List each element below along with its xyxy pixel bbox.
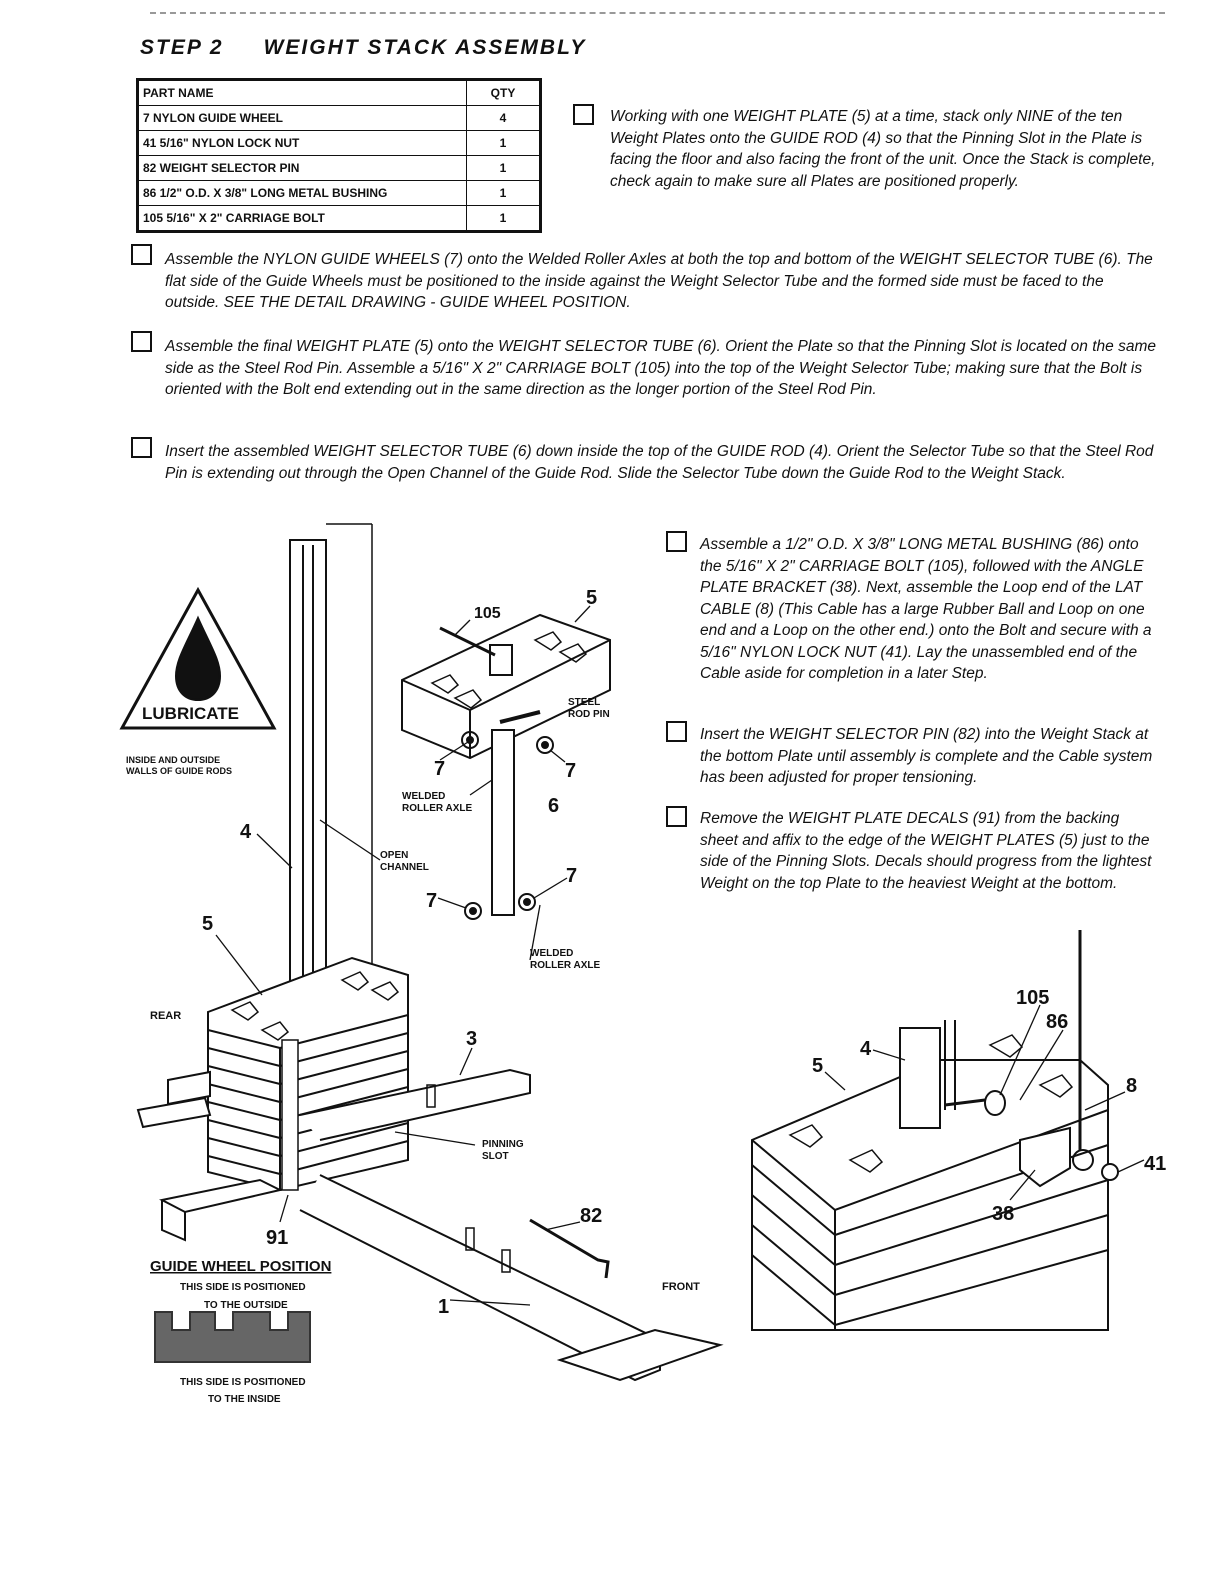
callout-7: 7 [426, 890, 438, 912]
steel-rod-pin-label-2: ROD PIN [568, 709, 610, 720]
steel-rod-pin-label-1: STEEL [568, 697, 601, 708]
callout-38: 38 [992, 1203, 1015, 1225]
callout-3: 3 [466, 1028, 478, 1050]
open-channel-label-2: CHANNEL [380, 862, 429, 873]
step6-text: Insert the WEIGHT SELECTOR PIN (82) into the Weight Stack at the bottom Plate until assembly is complete and the Cable system has been adjusted for proper tensioning. [700, 726, 1153, 786]
part-label: 82 WEIGHT SELECTOR PIN [138, 156, 467, 181]
header-qty: QTY [467, 80, 541, 106]
part-label: 41 5/16" NYLON LOCK NUT [138, 131, 467, 156]
callout-6: 6 [548, 795, 560, 817]
part-qty: 1 [467, 206, 541, 232]
part-label: 7 NYLON GUIDE WHEEL [138, 106, 467, 131]
pinning-slot-label-1: PINNING [482, 1139, 524, 1150]
callout-4: 4 [860, 1038, 872, 1060]
step-heading: WEIGHT STACK ASSEMBLY [263, 36, 587, 59]
bracket-detail-view [752, 930, 1118, 1330]
lubricate-note-line1: INSIDE AND OUTSIDE [126, 755, 221, 765]
callout-41: 41 [1144, 1153, 1167, 1175]
weight-selector-pin [530, 1220, 608, 1278]
inside-note-1: THIS SIDE IS POSITIONED [180, 1377, 306, 1388]
callout-8: 8 [1126, 1075, 1138, 1097]
rear-label: REAR [150, 1010, 182, 1022]
guide-wheel-title: GUIDE WHEEL POSITION [150, 1258, 332, 1275]
part-qty: 1 [467, 131, 541, 156]
part-label: 86 1/2" O.D. X 3/8" LONG METAL BUSHING [138, 181, 467, 206]
callout-82: 82 [580, 1205, 603, 1227]
callout-105: 105 [474, 605, 501, 622]
step1-text: Working with one WEIGHT PLATE (5) at a time, stack only NINE of the ten Weight Plates onto the GUIDE ROD (4) so that the Pinning Slot in the Plate is facing the floor and also facing the front of the unit. Once the Stack is complete, check again to make sure all Plates are positioned properly. [610, 108, 1156, 190]
front-label: FRONT [662, 1281, 700, 1293]
callout-5: 5 [202, 913, 214, 935]
part-qty: 4 [467, 106, 541, 131]
outside-note-2: TO THE OUTSIDE [204, 1300, 288, 1311]
part-qty: 1 [467, 181, 541, 206]
header-part-name: PART NAME [138, 80, 467, 106]
step4-text: Insert the assembled WEIGHT SELECTOR TUBE (6) down inside the top of the GUIDE ROD (4). Orient the Selector Tube so that the Steel Rod Pin is extending out through the Open Channel of the Guide Rod. Slide the Selector Tube down the Guide Rod to the Weight Stack. [165, 443, 1154, 482]
welded-axle-bottom-label-1: WELDED [530, 948, 574, 959]
callout-7: 7 [566, 865, 578, 887]
callout-7: 7 [565, 760, 577, 782]
welded-axle-top-label-1: WELDED [402, 791, 446, 802]
oil-drop-icon [176, 618, 220, 700]
step-number: STEP 2 [140, 36, 224, 59]
guide-wheel-profile [155, 1312, 310, 1362]
callout-1: 1 [438, 1296, 450, 1318]
lubricate-note-line2: WALLS OF GUIDE RODS [126, 766, 233, 776]
welded-axle-bottom-label-2: ROLLER AXLE [530, 960, 601, 971]
inside-note-2: TO THE INSIDE [208, 1394, 281, 1405]
callout-5: 5 [586, 587, 598, 609]
guide-rod [290, 540, 326, 1040]
lubricate-label: LUBRICATE [142, 704, 239, 723]
callout-4: 4 [240, 821, 252, 843]
weight-stack [208, 958, 408, 1190]
open-channel-label-1: OPEN [380, 850, 409, 861]
step3-text: Assemble the final WEIGHT PLATE (5) onto the WEIGHT SELECTOR TUBE (6). Orient the Plate so that the Pinning Slot is located on the same side as the Steel Rod Pin. Assemble a 5/16" X 2" CARRIAGE BOLT (105) into the top of the Weight Selector Tube; making sure that the Bolt is oriented with the Bolt end extending out in the same direction as the longer portion of the Steel Rod Pin. [165, 338, 1156, 398]
callout-86: 86 [1046, 1011, 1069, 1033]
part-label: 105 5/16" X 2" CARRIAGE BOLT [138, 206, 467, 232]
part-qty: 1 [467, 156, 541, 181]
pinning-slot-label-2: SLOT [482, 1151, 509, 1162]
callout-5: 5 [812, 1055, 824, 1077]
callout-7: 7 [434, 758, 446, 780]
step2-text: Assemble the NYLON GUIDE WHEELS (7) onto the Welded Roller Axles at both the top and bottom of the WEIGHT SELECTOR TUBE (6). The flat side of the Guide Wheels must be positioned to the inside against the Weight Selector Tube and the formed side must be faced to the outside. SEE THE DETAIL DRAWING - GUIDE WHEEL POSITION. [165, 251, 1153, 311]
outside-note-1: THIS SIDE IS POSITIONED [180, 1282, 306, 1293]
step7-text: Remove the WEIGHT PLATE DECALS (91) from the backing sheet and affix to the edge of the WEIGHT PLATES (5) just to the side of the Pinning Slots. Decals should progress from the lightest Weight on the top Plate to the heaviest Weight at the bottom. [700, 810, 1152, 892]
step5-text: Assemble a 1/2" O.D. X 3/8" LONG METAL BUSHING (86) onto the 5/16" X 2" CARRIAGE BOLT (105), followed with the ANGLE PLATE BRACKET (38). Next, assemble the Loop end of the LAT CABLE (8) (This Cable has a large Rubber Ball and Loop on one end and a Loop on the other end.) onto the Bolt and secure with a 5/16" NYLON LOCK NUT (41). Lay the unassembled end of the Cable aside for completion in a later Step. [700, 536, 1152, 682]
welded-axle-top-label-2: ROLLER AXLE [402, 803, 473, 814]
callout-91: 91 [266, 1227, 289, 1249]
callout-105: 105 [1016, 987, 1050, 1009]
